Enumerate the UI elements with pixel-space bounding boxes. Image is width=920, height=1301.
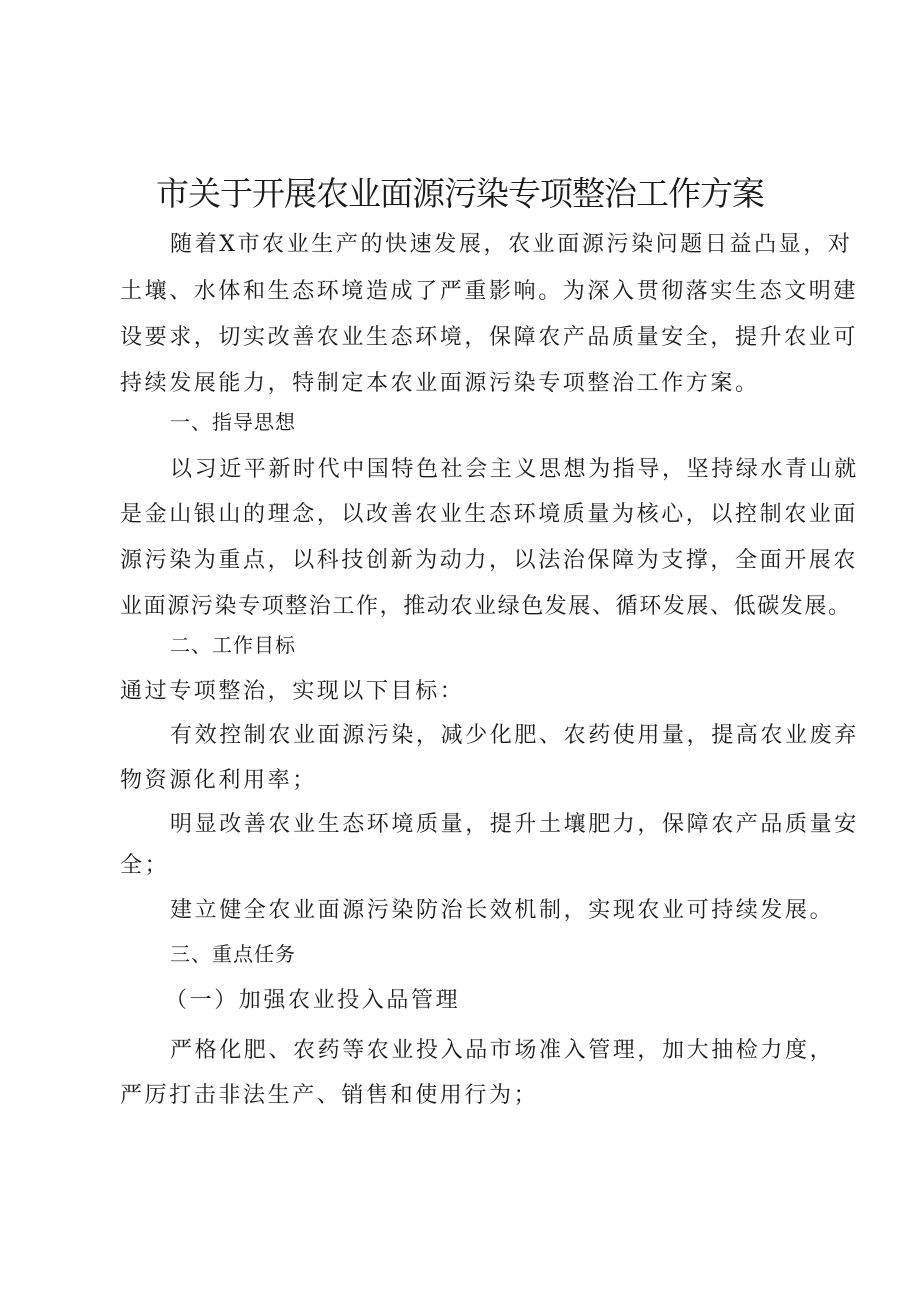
subsection1-line-2: 严厉打击非法生产、销售和使用行为； xyxy=(120,1083,539,1108)
section-heading-work-goals: 二、工作目标 xyxy=(170,633,296,657)
section2-intro: 通过专项整治，实现以下目标： xyxy=(120,679,465,704)
goal1-line-1: 有效控制农业面源污染，减少化肥、农药使用量，提高农业废弃 xyxy=(170,723,859,748)
goal2-line-2: 全； xyxy=(120,853,170,878)
section1-line-2: 是金山银山的理念，以改善农业生态环境质量为核心，以控制农业面 xyxy=(120,502,859,527)
section1-line-4: 业面源污染专项整治工作，推动农业绿色发展、循环发展、低碳发展。 xyxy=(120,594,852,619)
intro-line-1: 随着X市农业生产的快速发展，农业面源污染问题日益凸显，对 xyxy=(170,232,853,257)
intro-line-2: 土壤、水体和生态环境造成了严重影响。为深入贯彻落实生态文明建 xyxy=(120,279,859,304)
section-heading-guiding-ideology: 一、指导思想 xyxy=(170,410,296,434)
goal3-line: 建立健全农业面源污染防治长效机制，实现农业可持续发展。 xyxy=(170,898,835,923)
intro-line-4: 持续发展能力，特制定本农业面源污染专项整治工作方案。 xyxy=(120,371,760,396)
section-heading-key-tasks: 三、重点任务 xyxy=(170,942,296,966)
goal2-line-1: 明显改善农业生态环境质量，提升土壤肥力，保障农产品质量安 xyxy=(170,812,859,837)
section1-line-1: 以习近平新时代中国特色社会主义思想为指导，坚持绿水青山就 xyxy=(170,457,859,482)
subsection-heading-input-management: （一）加强农业投入品管理 xyxy=(165,988,461,1013)
document-title: 市关于开展农业面源污染专项整治工作方案 xyxy=(156,174,764,213)
goal1-line-2: 物资源化利用率； xyxy=(120,768,317,793)
section1-line-3: 源污染为重点，以科技创新为动力，以法治保障为支撑，全面开展农 xyxy=(120,548,859,573)
intro-line-3: 设要求，切实改善农业生态环境，保障农产品质量安全，提升农业可 xyxy=(120,325,859,350)
subsection1-line-1: 严格化肥、农药等农业投入品市场准入管理，加大抽检力度， xyxy=(170,1038,835,1063)
